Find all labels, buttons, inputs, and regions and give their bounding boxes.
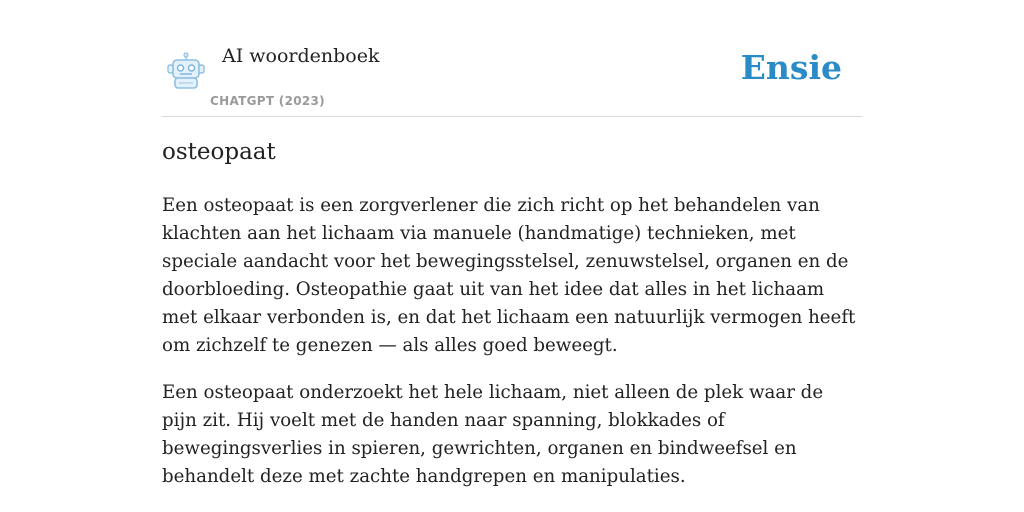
entry-definition: [162, 192, 862, 510]
dictionary-title[interactable]: AI woordenboek: [222, 45, 380, 67]
source-label: CHATGPT (2023): [210, 94, 325, 108]
header: [162, 0, 862, 117]
page: [162, 0, 862, 512]
entry-term: osteopaat: [162, 139, 276, 165]
definition-paragraph: Een osteopaat is een zorgverlener die zich richt op het behandelen van klachten aan het lichaam via manuele (handmatige) technieken, met speciale aandacht voor het bewegingsstelsel, zenuwstelsel, organen en de doorbloeding. Osteopathie gaat uit van het idee dat alles in het lichaam met elkaar verbonden is, en dat het lichaam een natuurlijk vermogen heeft om zichzelf te genezen — als alles goed beweegt.: [162, 195, 856, 356]
brand-logo[interactable]: Ensie: [740, 48, 842, 87]
robot-icon: [166, 52, 206, 90]
definition-paragraph: Een osteopaat onderzoekt het hele lichaam, niet alleen de plek waar de pijn zit. Hij voelt met de handen naar spanning, blokkades of bewegingsverlies in spieren, gewrichten, organen en bindweefsel en behandelt deze met zachte handgrepen en manipulaties.: [162, 382, 824, 487]
